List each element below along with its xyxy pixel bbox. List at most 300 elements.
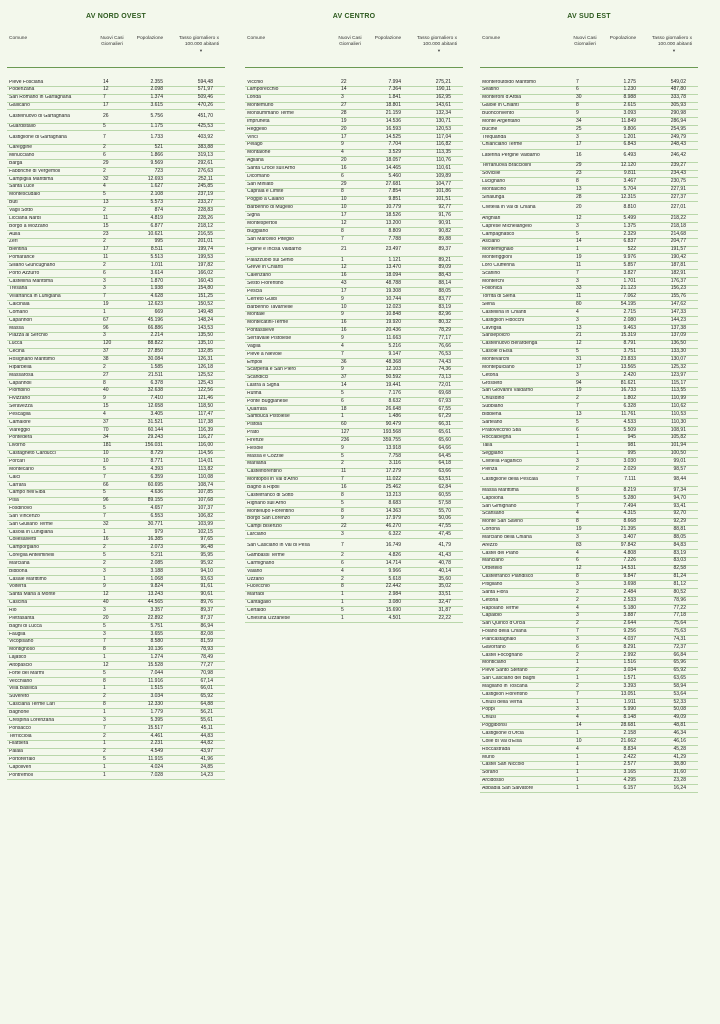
cell-popolazione: 7.226 bbox=[623, 557, 636, 564]
cell-tasso: 60,55 bbox=[438, 491, 451, 498]
header-tasso-label: Tasso giornaliero x 100.000 abitanti bbox=[652, 36, 692, 47]
cell-popolazione: 45.196 bbox=[147, 316, 163, 323]
cell-comune: Porcari bbox=[9, 458, 25, 464]
cell-tasso: 44,82 bbox=[200, 740, 213, 747]
cell-tasso: 107,37 bbox=[197, 505, 213, 512]
cell-tasso: 110,76 bbox=[436, 157, 451, 164]
cell-nuovi-casi: 3 bbox=[103, 285, 106, 292]
cell-nuovi-casi: 5 bbox=[341, 499, 344, 506]
cell-popolazione: 2.615 bbox=[623, 102, 636, 109]
cell-comune: Monteroni d'Arbia bbox=[482, 95, 522, 101]
cell-comune: Dicomano bbox=[247, 173, 270, 179]
cell-tasso: 65,60 bbox=[438, 436, 451, 443]
cell-nuovi-casi: 4 bbox=[576, 549, 579, 556]
cell-nuovi-casi: 32 bbox=[103, 175, 109, 182]
cell-popolazione: 2.098 bbox=[150, 86, 163, 93]
table-row bbox=[245, 560, 463, 568]
table-row bbox=[7, 309, 225, 317]
table-header bbox=[480, 22, 698, 68]
table-row bbox=[245, 453, 463, 461]
table-row bbox=[480, 660, 698, 668]
cell-tasso: 89,37 bbox=[438, 246, 451, 253]
table-row bbox=[7, 223, 225, 231]
cell-comune: Terranuova Bracciolini bbox=[482, 163, 532, 169]
cell-tasso: 53,64 bbox=[673, 690, 686, 697]
cell-nuovi-casi: 6 bbox=[576, 643, 579, 650]
cell-popolazione: 3.188 bbox=[150, 567, 163, 574]
table-row bbox=[480, 150, 698, 163]
cell-tasso: 81,59 bbox=[200, 638, 213, 645]
cell-tasso: 114,01 bbox=[198, 457, 213, 464]
table-row bbox=[480, 239, 698, 247]
table-row bbox=[245, 414, 463, 422]
cell-nuovi-casi: 17 bbox=[103, 246, 109, 253]
table-row bbox=[480, 534, 698, 542]
cell-tasso: 66,31 bbox=[438, 421, 451, 428]
cell-popolazione: 2.158 bbox=[623, 730, 636, 736]
cell-tasso: 93,63 bbox=[200, 575, 213, 582]
cell-nuovi-casi: 12 bbox=[341, 264, 347, 271]
cell-tasso: 43,97 bbox=[200, 748, 213, 755]
cell-tasso: 246,42 bbox=[670, 151, 686, 158]
cell-popolazione: 5.499 bbox=[623, 214, 636, 221]
table-row bbox=[480, 715, 698, 723]
cell-nuovi-casi: 2 bbox=[103, 363, 106, 370]
cell-comune: Riparbella bbox=[9, 364, 32, 370]
table-row bbox=[245, 328, 463, 336]
table-row bbox=[480, 134, 698, 142]
cell-comune: Cascina bbox=[9, 600, 28, 606]
table-row bbox=[7, 152, 225, 160]
table-row bbox=[480, 581, 698, 589]
table-row bbox=[480, 652, 698, 660]
cell-popolazione: 4.501 bbox=[388, 614, 401, 621]
cell-popolazione: 14.363 bbox=[385, 507, 401, 514]
cell-popolazione: 4.628 bbox=[150, 293, 163, 300]
table-row bbox=[480, 451, 698, 459]
cell-nuovi-casi: 43 bbox=[341, 280, 347, 287]
table-row bbox=[480, 466, 698, 474]
cell-nuovi-casi: 20 bbox=[103, 614, 109, 621]
cell-popolazione: 22.442 bbox=[385, 583, 401, 590]
cell-popolazione: 669 bbox=[154, 308, 163, 315]
cell-tasso: 333,78 bbox=[670, 94, 686, 101]
cell-comune: Monteroutoldo Marittimo bbox=[482, 79, 536, 85]
table-row bbox=[7, 458, 225, 466]
cell-popolazione: 723 bbox=[154, 167, 163, 174]
cell-comune: Monte Argentario bbox=[482, 118, 521, 124]
cell-nuovi-casi: 67 bbox=[103, 316, 109, 323]
cell-popolazione: 1.274 bbox=[150, 654, 163, 661]
cell-popolazione: 10.848 bbox=[385, 311, 401, 318]
cell-nuovi-casi: 1 bbox=[103, 528, 106, 535]
cell-popolazione: 2.984 bbox=[388, 591, 401, 598]
cell-popolazione: 9.976 bbox=[623, 254, 636, 261]
cell-comune: Piazza al Serchio bbox=[9, 333, 48, 339]
cell-comune: Barberino di Mugello bbox=[247, 205, 293, 211]
cell-popolazione: 2.355 bbox=[150, 78, 163, 85]
header-tasso[interactable] bbox=[642, 36, 694, 54]
cell-tasso: 117,04 bbox=[436, 133, 451, 140]
cell-nuovi-casi: 2 bbox=[576, 588, 579, 595]
cell-comune: Monsummano Terme bbox=[247, 111, 294, 116]
cell-nuovi-casi: 16 bbox=[341, 272, 347, 279]
cell-nuovi-casi: 19 bbox=[576, 526, 582, 533]
cell-popolazione: 1.733 bbox=[150, 133, 163, 140]
cell-tasso: 83,19 bbox=[673, 549, 686, 556]
cell-popolazione: 1.870 bbox=[150, 277, 163, 284]
cell-tasso: 155,76 bbox=[670, 293, 686, 300]
cell-tasso: 92,29 bbox=[673, 518, 686, 525]
cell-comune: Vicopisano bbox=[9, 639, 34, 645]
table-row bbox=[7, 207, 225, 215]
cell-popolazione: 522 bbox=[627, 246, 636, 253]
header-comune: Comune bbox=[482, 36, 501, 41]
table-row bbox=[480, 574, 698, 582]
cell-comune: Licciana Nardi bbox=[9, 215, 41, 221]
cell-comune: Cecina bbox=[9, 349, 25, 355]
cell-tasso: 143,53 bbox=[197, 324, 213, 331]
cell-comune: Pieve Fosciana bbox=[9, 79, 44, 85]
cell-nuovi-casi: 3 bbox=[576, 371, 579, 378]
cell-nuovi-casi: 19 bbox=[576, 387, 582, 394]
cell-tasso: 41,79 bbox=[438, 541, 451, 548]
cell-comune: Fiesole bbox=[247, 445, 264, 451]
table-row bbox=[480, 223, 698, 231]
cell-tasso: 105,82 bbox=[670, 434, 686, 441]
table-row bbox=[245, 95, 463, 103]
cell-nuovi-casi: 2 bbox=[576, 395, 579, 402]
table-row bbox=[7, 717, 225, 725]
cell-tasso: 97,65 bbox=[200, 536, 213, 543]
cell-tasso: 276,63 bbox=[197, 167, 213, 174]
cell-popolazione: 979 bbox=[154, 528, 163, 535]
cell-comune: Vicchio bbox=[247, 79, 264, 85]
cell-tasso: 48,81 bbox=[673, 722, 686, 729]
cell-comune: Camporgiano bbox=[9, 545, 40, 551]
table-row bbox=[245, 390, 463, 398]
cell-nuovi-casi: 2 bbox=[341, 552, 344, 559]
cell-nuovi-casi: 96 bbox=[103, 497, 109, 504]
cell-popolazione: 3.030 bbox=[623, 457, 636, 464]
cell-popolazione: 3.407 bbox=[623, 533, 636, 540]
cell-nuovi-casi: 6 bbox=[341, 172, 344, 179]
sort-desc-icon[interactable]: ▼ bbox=[672, 48, 676, 54]
cell-tasso: 227,01 bbox=[670, 204, 686, 211]
cell-tasso: 92,70 bbox=[673, 510, 686, 517]
cell-nuovi-casi: 9 bbox=[341, 141, 344, 148]
cell-tasso: 218,22 bbox=[670, 214, 686, 221]
cell-nuovi-casi: 12 bbox=[103, 86, 109, 93]
cell-popolazione: 8.791 bbox=[623, 340, 636, 347]
table-row bbox=[7, 498, 225, 506]
cell-nuovi-casi: 6 bbox=[576, 426, 579, 433]
cell-comune: Chiesina Uzzanese bbox=[247, 615, 291, 621]
cell-tasso: 44,83 bbox=[200, 732, 213, 739]
table-row bbox=[480, 458, 698, 466]
cell-comune: Camaiore bbox=[9, 419, 31, 425]
cell-comune: Casciana Terme Lari bbox=[9, 702, 55, 708]
cell-nuovi-casi: 8 bbox=[103, 677, 106, 684]
cell-tasso: 95,92 bbox=[200, 559, 213, 566]
cell-popolazione: 17.279 bbox=[385, 468, 401, 475]
cell-nuovi-casi: 3 bbox=[103, 716, 106, 723]
cell-popolazione: 3.080 bbox=[388, 599, 401, 606]
table-row bbox=[7, 576, 225, 584]
table-row bbox=[245, 150, 463, 158]
cell-comune: Suvereto bbox=[9, 694, 30, 700]
cell-nuovi-casi: 7 bbox=[103, 638, 106, 645]
cell-comune: San Giovanni Valdarno bbox=[482, 388, 534, 394]
table-row bbox=[7, 451, 225, 459]
cell-tasso: 74,36 bbox=[438, 366, 451, 373]
cell-tasso: 73,13 bbox=[438, 374, 451, 381]
table-row bbox=[480, 372, 698, 380]
table-row bbox=[480, 770, 698, 778]
cell-nuovi-casi: 181 bbox=[103, 442, 112, 449]
cell-nuovi-casi: 7 bbox=[341, 235, 344, 242]
cell-nuovi-casi: 13 bbox=[576, 324, 582, 331]
table-row bbox=[7, 584, 225, 592]
cell-nuovi-casi: 1 bbox=[103, 685, 106, 692]
cell-comune: Castelnuovo di Garfagnana bbox=[9, 113, 70, 119]
cell-popolazione: 8.771 bbox=[150, 457, 163, 464]
cell-comune: Buggiano bbox=[247, 228, 269, 234]
table-header bbox=[245, 22, 463, 68]
cell-nuovi-casi: 2 bbox=[103, 144, 106, 151]
cell-tasso: 135,10 bbox=[197, 340, 213, 347]
header-tasso[interactable] bbox=[169, 36, 221, 54]
cell-comune: Gallicano bbox=[9, 103, 30, 109]
table-row bbox=[480, 683, 698, 691]
cell-comune: Ponsacco bbox=[9, 725, 31, 731]
cell-tasso: 121,46 bbox=[197, 395, 213, 402]
cell-nuovi-casi: 7 bbox=[103, 512, 106, 519]
cell-tasso: 156,23 bbox=[670, 285, 686, 292]
cell-nuovi-casi: 5 bbox=[341, 452, 344, 459]
cell-nuovi-casi: 14 bbox=[341, 86, 347, 93]
cell-nuovi-casi: 31 bbox=[576, 356, 582, 362]
cell-nuovi-casi: 7 bbox=[576, 690, 579, 697]
cell-comune: Pitigliano bbox=[482, 581, 503, 587]
table-row bbox=[7, 341, 225, 349]
cell-comune: Buonconvento bbox=[482, 111, 514, 116]
table-row bbox=[7, 466, 225, 474]
table-row bbox=[480, 118, 698, 126]
cell-popolazione: 18.094 bbox=[385, 272, 401, 279]
cell-tasso: 22,22 bbox=[438, 614, 451, 621]
cell-popolazione: 23.497 bbox=[385, 246, 401, 253]
cell-tasso: 101,51 bbox=[435, 196, 451, 203]
cell-popolazione: 5.857 bbox=[623, 261, 636, 268]
table-row bbox=[480, 511, 698, 519]
cell-nuovi-casi: 37 bbox=[103, 348, 109, 355]
cell-comune: San Giuliano Terme bbox=[9, 521, 53, 527]
cell-tasso: 594,48 bbox=[197, 78, 213, 85]
cell-tasso: 32,47 bbox=[438, 599, 451, 606]
table-row bbox=[480, 542, 698, 550]
cell-tasso: 103,99 bbox=[197, 520, 213, 527]
cell-comune: Forte dei Marmi bbox=[9, 670, 45, 676]
header-tasso[interactable] bbox=[407, 36, 459, 54]
cell-comune: Minucciano bbox=[9, 153, 35, 159]
cell-nuovi-casi: 27 bbox=[341, 102, 347, 109]
cell-nuovi-casi: 1 bbox=[341, 256, 344, 263]
cell-popolazione: 8.834 bbox=[623, 745, 636, 752]
cell-tasso: 63,66 bbox=[438, 468, 451, 475]
cell-comune: Campi Bisenzio bbox=[247, 524, 282, 530]
cell-comune: Fucecchio bbox=[247, 584, 270, 590]
cell-nuovi-casi: 5 bbox=[341, 389, 344, 396]
cell-tasso: 64,66 bbox=[438, 444, 451, 451]
cell-popolazione: 6.843 bbox=[623, 141, 636, 148]
cell-tasso: 77,27 bbox=[200, 661, 213, 668]
cell-comune: San Quirico d'Orcia bbox=[482, 621, 526, 627]
table-row bbox=[7, 168, 225, 176]
cell-tasso: 234,43 bbox=[670, 170, 686, 177]
cell-popolazione: 6.493 bbox=[623, 151, 636, 158]
cell-popolazione: 12.315 bbox=[620, 193, 636, 200]
table-row bbox=[7, 356, 225, 364]
cell-nuovi-casi: 25 bbox=[576, 125, 582, 132]
cell-popolazione: 4.657 bbox=[150, 505, 163, 512]
table-row bbox=[480, 636, 698, 644]
table-row bbox=[245, 600, 463, 608]
cell-nuovi-casi: 2 bbox=[576, 596, 579, 603]
cell-comune: Arezzo bbox=[482, 542, 498, 548]
cell-nuovi-casi: 3 bbox=[576, 580, 579, 587]
cell-nuovi-casi: 23 bbox=[103, 230, 109, 237]
cell-popolazione: 20.436 bbox=[385, 327, 401, 334]
cell-tasso: 239,27 bbox=[670, 162, 686, 169]
cell-nuovi-casi: 1 bbox=[103, 708, 106, 715]
table-row bbox=[480, 597, 698, 605]
table-row bbox=[245, 103, 463, 111]
table-row bbox=[245, 134, 463, 142]
table-row bbox=[480, 317, 698, 325]
cell-popolazione: 1.911 bbox=[623, 698, 636, 705]
cell-tasso: 509,46 bbox=[197, 94, 213, 101]
cell-nuovi-casi: 22 bbox=[341, 78, 347, 85]
cell-tasso: 90,82 bbox=[438, 227, 451, 234]
cell-tasso: 125,32 bbox=[670, 363, 686, 370]
cell-comune: Siena bbox=[482, 302, 495, 308]
cell-nuovi-casi: 7 bbox=[341, 476, 344, 483]
cell-nuovi-casi: 3 bbox=[103, 277, 106, 284]
cell-comune: Civitella in Val di Chiana bbox=[482, 205, 536, 211]
table-row bbox=[7, 521, 225, 529]
cell-tasso: 91,61 bbox=[200, 583, 213, 590]
cell-popolazione: 7.704 bbox=[388, 141, 401, 148]
cell-comune: Marradi bbox=[247, 592, 264, 598]
cell-tasso: 286,94 bbox=[670, 117, 686, 124]
table-row bbox=[480, 589, 698, 597]
cell-popolazione: 12.023 bbox=[385, 303, 401, 310]
cell-popolazione: 4.024 bbox=[150, 763, 163, 770]
cell-popolazione: 3.887 bbox=[623, 612, 636, 619]
cell-tasso: 148,24 bbox=[197, 316, 213, 323]
cell-popolazione: 19.441 bbox=[385, 382, 401, 389]
cell-popolazione: 13.213 bbox=[385, 491, 401, 498]
cell-popolazione: 3.529 bbox=[388, 149, 401, 156]
cell-nuovi-casi: 29 bbox=[341, 180, 347, 187]
cell-tasso: 132,34 bbox=[435, 110, 451, 116]
panel-title: AV SUD EST bbox=[567, 13, 611, 20]
table-row bbox=[480, 503, 698, 511]
cell-popolazione: 8.729 bbox=[150, 450, 163, 457]
cell-comune: Sesto Fiorentino bbox=[247, 281, 284, 287]
cell-nuovi-casi: 19 bbox=[103, 301, 109, 308]
cell-comune: Chianciano Terme bbox=[482, 142, 523, 148]
cell-tasso: 110,62 bbox=[671, 403, 686, 410]
cell-tasso: 65,92 bbox=[673, 667, 686, 674]
table-row bbox=[7, 537, 225, 545]
cell-popolazione: 7.758 bbox=[388, 452, 401, 459]
cell-popolazione: 46.270 bbox=[385, 523, 401, 530]
cell-tasso: 65,61 bbox=[438, 429, 451, 436]
table-row bbox=[480, 364, 698, 372]
cell-comune: Impruneta bbox=[247, 118, 270, 124]
cell-tasso: 216,55 bbox=[197, 230, 213, 237]
sort-desc-icon[interactable]: ▼ bbox=[199, 48, 203, 54]
table-row bbox=[7, 545, 225, 553]
table-row bbox=[245, 477, 463, 485]
cell-nuovi-casi: 2 bbox=[103, 544, 106, 551]
cell-tasso: 83,77 bbox=[438, 295, 451, 302]
cell-popolazione: 3.751 bbox=[623, 348, 636, 355]
cell-nuovi-casi: 3 bbox=[576, 533, 579, 540]
cell-nuovi-casi: 120 bbox=[103, 340, 112, 347]
cell-popolazione: 15.319 bbox=[620, 332, 636, 339]
cell-popolazione: 12.623 bbox=[147, 301, 163, 308]
table-row bbox=[7, 419, 225, 427]
cell-nuovi-casi: 83 bbox=[576, 541, 582, 548]
cell-comune: San Casciano in Val di Pesa bbox=[247, 542, 310, 548]
cell-tasso: 190,11 bbox=[436, 86, 451, 93]
cell-tasso: 67,93 bbox=[438, 397, 451, 404]
cell-nuovi-casi: 12 bbox=[576, 565, 582, 572]
cell-tasso: 55,70 bbox=[438, 507, 451, 514]
cell-popolazione: 7.410 bbox=[150, 395, 163, 402]
table-row bbox=[245, 87, 463, 95]
table-row bbox=[480, 126, 698, 134]
cell-tasso: 45,28 bbox=[673, 745, 686, 752]
cell-nuovi-casi: 7 bbox=[103, 94, 106, 101]
cell-popolazione: 30.084 bbox=[147, 356, 163, 362]
cell-popolazione: 23.833 bbox=[620, 356, 636, 362]
cell-nuovi-casi: 1 bbox=[576, 659, 579, 666]
table-row bbox=[245, 500, 463, 508]
cell-nuovi-casi: 5 bbox=[103, 191, 106, 198]
cell-tasso: 35,02 bbox=[438, 583, 451, 590]
cell-popolazione: 15.517 bbox=[147, 724, 163, 731]
cell-tasso: 425,53 bbox=[197, 123, 213, 130]
cell-popolazione: 2.484 bbox=[623, 588, 636, 595]
cell-tasso: 147,62 bbox=[670, 301, 686, 308]
cell-comune: Casola in Lunigiana bbox=[9, 529, 53, 535]
cell-popolazione: 4.461 bbox=[150, 732, 163, 739]
table-row bbox=[480, 668, 698, 676]
table-row bbox=[7, 411, 225, 419]
table-header bbox=[7, 22, 225, 68]
cell-nuovi-casi: 1 bbox=[576, 761, 579, 768]
cell-tasso: 252,11 bbox=[198, 175, 213, 182]
cell-nuovi-casi: 2 bbox=[576, 682, 579, 689]
sort-desc-icon[interactable]: ▼ bbox=[437, 48, 441, 54]
cell-tasso: 89,88 bbox=[438, 235, 451, 242]
cell-comune: Signa bbox=[247, 212, 260, 218]
table-row bbox=[480, 202, 698, 215]
